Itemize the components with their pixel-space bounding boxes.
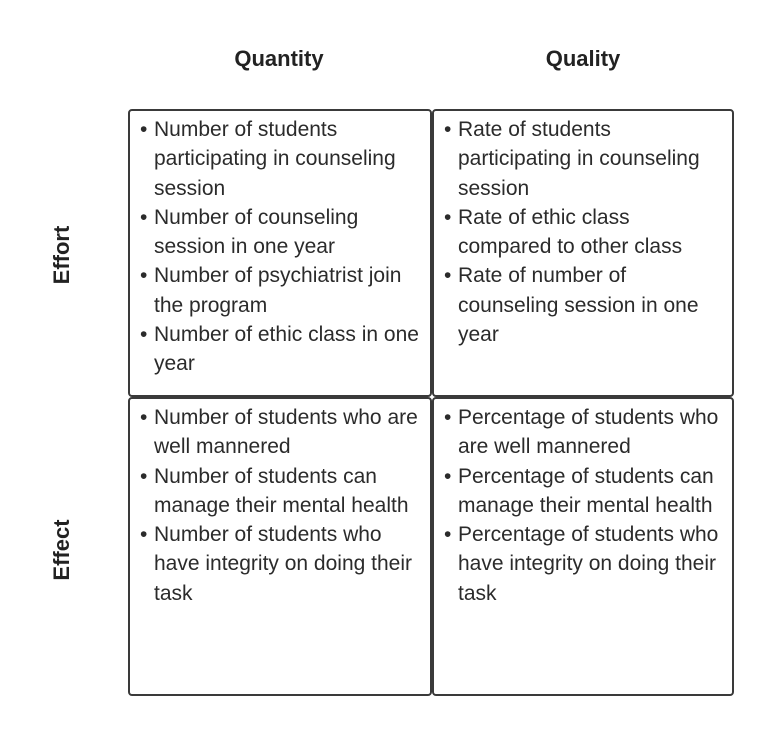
cell-effect-quality (432, 397, 734, 696)
list-item: • Number of students who are well mannered (138, 403, 424, 462)
list-item: • Rate of students participating in counseling session (442, 115, 726, 203)
column-header-quantity: Quantity (234, 46, 324, 71)
list-item: • Rate of number of counseling session in one year (442, 261, 726, 349)
bullet-list (442, 403, 726, 608)
bullet-list (138, 115, 424, 379)
bullet-list (138, 403, 424, 608)
bullet-list (442, 115, 726, 349)
list-item: • Percentage of students can manage their mental health (442, 462, 726, 521)
list-item: • Number of students participating in counseling session (138, 115, 424, 203)
list-item: • Percentage of students who are well mannered (442, 403, 726, 462)
row-header-effort: Effort (49, 225, 74, 285)
column-header-quality: Quality (545, 46, 621, 71)
cell-effort-quality (432, 109, 734, 397)
list-item: • Rate of ethic class compared to other class (442, 203, 726, 262)
list-item: • Number of students who have integrity on doing their task (138, 520, 424, 608)
list-item: • Number of ethic class in one year (138, 320, 424, 379)
cell-effect-quantity (128, 397, 432, 696)
cell-effort-quantity (128, 109, 432, 397)
row-header-effect: Effect (49, 519, 74, 581)
list-item: • Number of students can manage their mental health (138, 462, 424, 521)
list-item: • Number of psychiatrist join the program (138, 261, 424, 320)
list-item: • Number of counseling session in one year (138, 203, 424, 262)
list-item: • Percentage of students who have integrity on doing their task (442, 520, 726, 608)
